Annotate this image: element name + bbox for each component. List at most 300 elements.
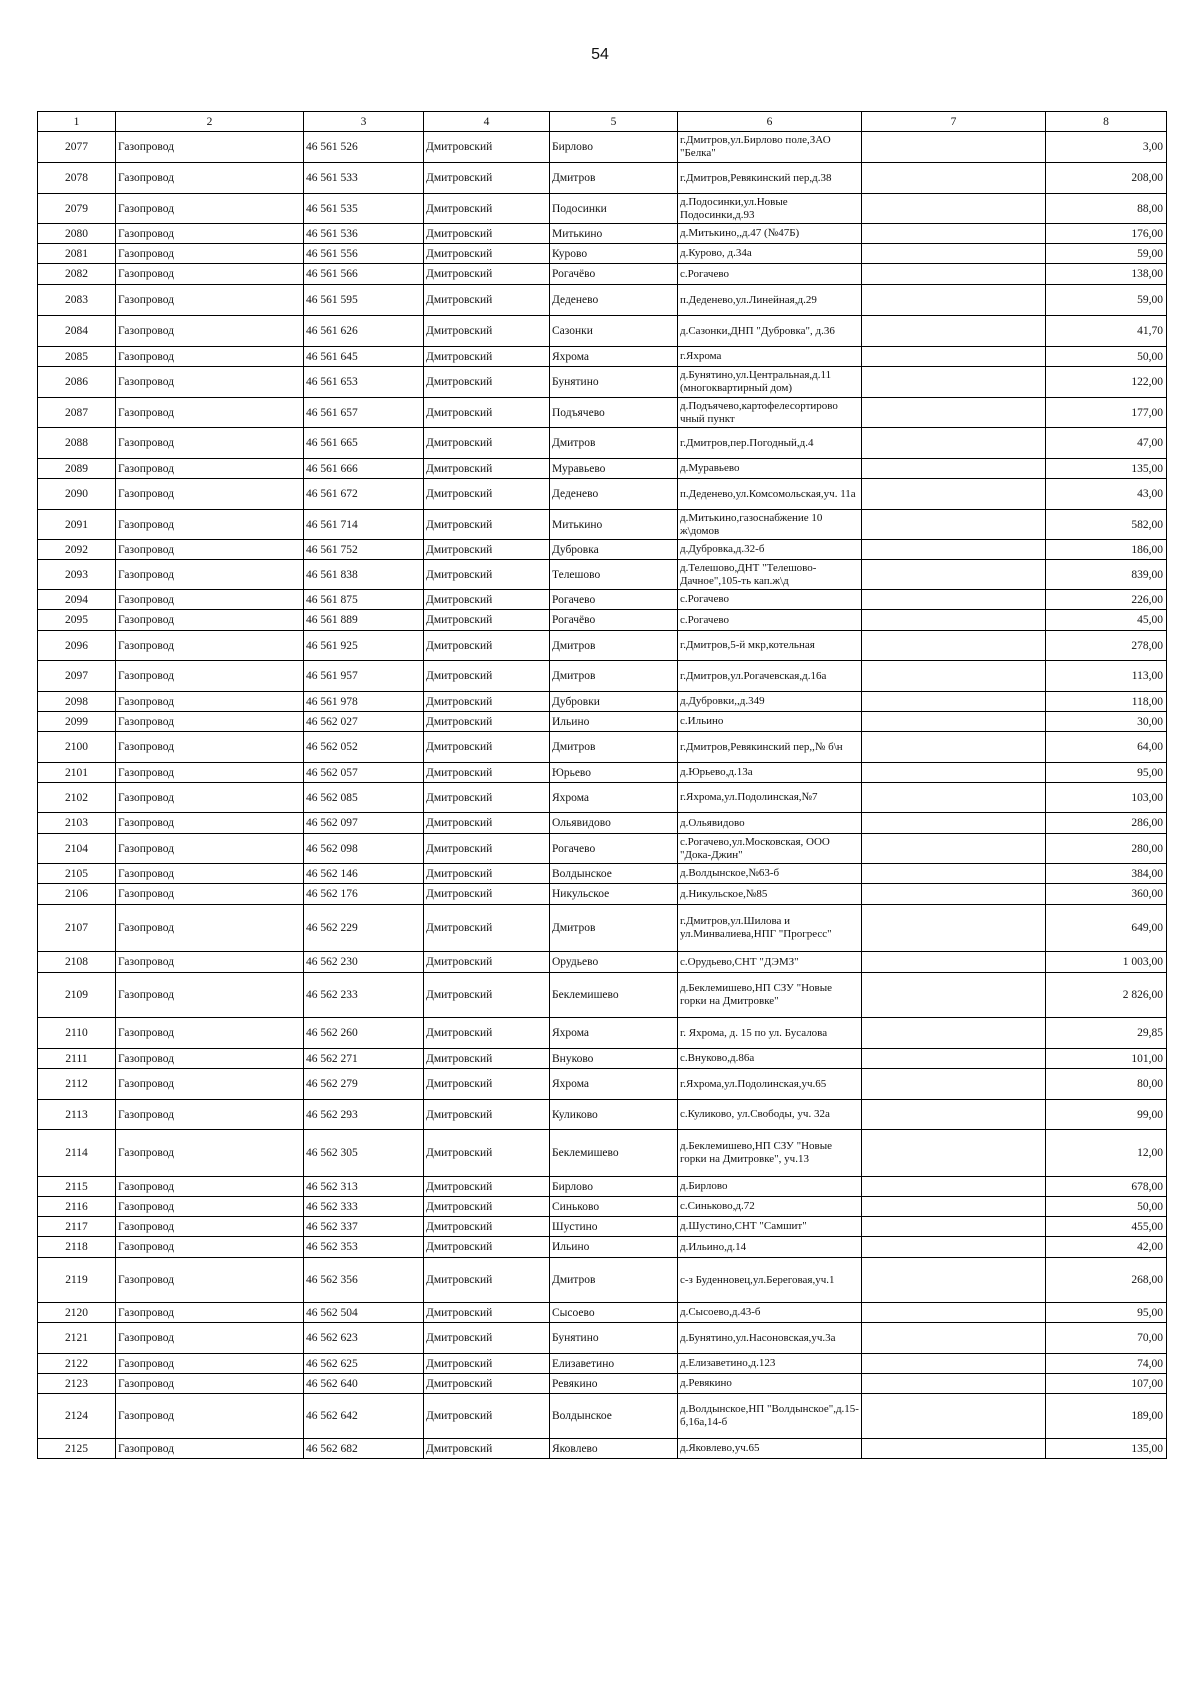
object-type-cell: Газопровод	[116, 864, 304, 884]
row-number-cell: 2098	[38, 692, 116, 712]
value-cell: 42,00	[1046, 1237, 1167, 1258]
code-cell: 46 561 566	[304, 264, 424, 285]
table-row	[38, 560, 1167, 590]
address-cell: г.Дмитров,ул.Шилова и ул.Минвалиева,НПГ "Прогресс"	[678, 905, 862, 952]
table-row	[38, 1303, 1167, 1323]
code-cell: 46 562 333	[304, 1197, 424, 1217]
value-cell: 41,70	[1046, 316, 1167, 347]
page-number: 54	[591, 46, 609, 63]
empty-cell	[862, 813, 1046, 834]
district-cell: Дмитровский	[424, 692, 550, 712]
row-number-cell: 2096	[38, 631, 116, 661]
row-number-cell: 2085	[38, 347, 116, 367]
value-cell: 113,00	[1046, 661, 1167, 692]
table-row	[38, 813, 1167, 834]
value-cell: 101,00	[1046, 1049, 1167, 1069]
district-cell: Дмитровский	[424, 244, 550, 264]
table-row	[38, 316, 1167, 347]
object-type-cell: Газопровод	[116, 224, 304, 244]
district-cell: Дмитровский	[424, 316, 550, 347]
object-type-cell: Газопровод	[116, 1100, 304, 1130]
code-cell: 46 561 536	[304, 224, 424, 244]
address-cell: д.Подосинки,ул.Новые Подосинки,д.93	[678, 194, 862, 224]
row-number-cell: 2089	[38, 459, 116, 479]
row-number-cell: 2101	[38, 763, 116, 783]
empty-cell	[862, 1394, 1046, 1439]
row-number-cell: 2109	[38, 973, 116, 1018]
code-cell: 46 561 666	[304, 459, 424, 479]
row-number-cell: 2106	[38, 884, 116, 905]
district-cell: Дмитровский	[424, 834, 550, 864]
district-cell: Дмитровский	[424, 1049, 550, 1069]
row-number-cell: 2077	[38, 132, 116, 163]
empty-cell	[862, 1018, 1046, 1049]
value-cell: 286,00	[1046, 813, 1167, 834]
district-cell: Дмитровский	[424, 1130, 550, 1177]
value-cell: 280,00	[1046, 834, 1167, 864]
settlement-cell: Дубровка	[550, 540, 678, 560]
address-cell: д.Юрьево,д.13а	[678, 763, 862, 783]
code-cell: 46 562 625	[304, 1354, 424, 1374]
address-cell: д.Митькино,,д.47 (№47Б)	[678, 224, 862, 244]
code-cell: 46 562 146	[304, 864, 424, 884]
empty-cell	[862, 1439, 1046, 1459]
code-cell: 46 562 305	[304, 1130, 424, 1177]
row-number-cell: 2094	[38, 590, 116, 610]
settlement-cell: Ольявидово	[550, 813, 678, 834]
object-type-cell: Газопровод	[116, 1049, 304, 1069]
table-row	[38, 428, 1167, 459]
settlement-cell: Бунятино	[550, 367, 678, 398]
value-cell: 455,00	[1046, 1217, 1167, 1237]
code-cell: 46 562 271	[304, 1049, 424, 1069]
table-row	[38, 783, 1167, 813]
row-number-cell: 2090	[38, 479, 116, 510]
address-cell: г.Яхрома,ул.Подолинская,уч.65	[678, 1069, 862, 1100]
empty-cell	[862, 1374, 1046, 1394]
object-type-cell: Газопровод	[116, 1323, 304, 1354]
table-row	[38, 1237, 1167, 1258]
code-cell: 46 561 645	[304, 347, 424, 367]
table-row	[38, 884, 1167, 905]
empty-cell	[862, 1217, 1046, 1237]
column-header: 8	[1046, 112, 1167, 132]
district-cell: Дмитровский	[424, 194, 550, 224]
district-cell: Дмитровский	[424, 132, 550, 163]
settlement-cell: Шустино	[550, 1217, 678, 1237]
settlement-cell: Внуково	[550, 1049, 678, 1069]
district-cell: Дмитровский	[424, 1354, 550, 1374]
code-cell: 46 562 098	[304, 834, 424, 864]
object-type-cell: Газопровод	[116, 459, 304, 479]
district-cell: Дмитровский	[424, 1177, 550, 1197]
empty-cell	[862, 194, 1046, 224]
row-number-cell: 2108	[38, 952, 116, 973]
value-cell: 649,00	[1046, 905, 1167, 952]
value-cell: 138,00	[1046, 264, 1167, 285]
empty-cell	[862, 244, 1046, 264]
row-number-cell: 2125	[38, 1439, 116, 1459]
row-number-cell: 2095	[38, 610, 116, 631]
value-cell: 12,00	[1046, 1130, 1167, 1177]
settlement-cell: Яхрома	[550, 1069, 678, 1100]
district-cell: Дмитровский	[424, 285, 550, 316]
row-number-cell: 2110	[38, 1018, 116, 1049]
row-number-cell: 2080	[38, 224, 116, 244]
registry-table	[37, 111, 1167, 1459]
empty-cell	[862, 459, 1046, 479]
district-cell: Дмитровский	[424, 264, 550, 285]
code-cell: 46 561 556	[304, 244, 424, 264]
object-type-cell: Газопровод	[116, 1374, 304, 1394]
address-cell: с.Рогачево	[678, 264, 862, 285]
district-cell: Дмитровский	[424, 1303, 550, 1323]
table-row	[38, 1217, 1167, 1237]
value-cell: 99,00	[1046, 1100, 1167, 1130]
object-type-cell: Газопровод	[116, 428, 304, 459]
value-cell: 839,00	[1046, 560, 1167, 590]
object-type-cell: Газопровод	[116, 1354, 304, 1374]
empty-cell	[862, 285, 1046, 316]
code-cell: 46 562 097	[304, 813, 424, 834]
column-header: 6	[678, 112, 862, 132]
address-cell: д.Митькино,газоснабжение 10 ж\домов	[678, 510, 862, 540]
settlement-cell: Ильино	[550, 712, 678, 732]
district-cell: Дмитровский	[424, 884, 550, 905]
code-cell: 46 561 889	[304, 610, 424, 631]
code-cell: 46 562 230	[304, 952, 424, 973]
object-type-cell: Газопровод	[116, 763, 304, 783]
address-cell: д.Волдынское,№63-б	[678, 864, 862, 884]
table-row	[38, 712, 1167, 732]
address-cell: д.Ревякино	[678, 1374, 862, 1394]
district-cell: Дмитровский	[424, 1439, 550, 1459]
district-cell: Дмитровский	[424, 1374, 550, 1394]
empty-cell	[862, 905, 1046, 952]
value-cell: 384,00	[1046, 864, 1167, 884]
district-cell: Дмитровский	[424, 1323, 550, 1354]
row-number-cell: 2105	[38, 864, 116, 884]
code-cell: 46 562 233	[304, 973, 424, 1018]
empty-cell	[862, 1177, 1046, 1197]
settlement-cell: Бирлово	[550, 1177, 678, 1197]
table-row	[38, 367, 1167, 398]
settlement-cell: Дмитров	[550, 732, 678, 763]
district-cell: Дмитровский	[424, 347, 550, 367]
empty-cell	[862, 1197, 1046, 1217]
header-row	[38, 112, 1167, 132]
address-cell: д.Беклемишево,НП СЗУ "Новые горки на Дмитровке"	[678, 973, 862, 1018]
code-cell: 46 562 504	[304, 1303, 424, 1323]
address-cell: г.Дмитров,Ревякинский пер,д.38	[678, 163, 862, 194]
address-cell: д.Бунятино,ул.Центральная,д.11 (многоквартирный дом)	[678, 367, 862, 398]
empty-cell	[862, 590, 1046, 610]
district-cell: Дмитровский	[424, 952, 550, 973]
settlement-cell: Деденево	[550, 479, 678, 510]
code-cell: 46 561 653	[304, 367, 424, 398]
column-header: 5	[550, 112, 678, 132]
object-type-cell: Газопровод	[116, 1130, 304, 1177]
empty-cell	[862, 264, 1046, 285]
value-cell: 95,00	[1046, 763, 1167, 783]
address-cell: с.Куликово, ул.Свободы, уч. 32а	[678, 1100, 862, 1130]
value-cell: 278,00	[1046, 631, 1167, 661]
value-cell: 135,00	[1046, 1439, 1167, 1459]
table-row	[38, 1100, 1167, 1130]
row-number-cell: 2121	[38, 1323, 116, 1354]
address-cell: с-з Буденновец,ул.Береговая,уч.1	[678, 1258, 862, 1303]
object-type-cell: Газопровод	[116, 732, 304, 763]
value-cell: 177,00	[1046, 398, 1167, 428]
code-cell: 46 561 595	[304, 285, 424, 316]
district-cell: Дмитровский	[424, 1069, 550, 1100]
table-row	[38, 1197, 1167, 1217]
object-type-cell: Газопровод	[116, 1069, 304, 1100]
code-cell: 46 561 752	[304, 540, 424, 560]
row-number-cell: 2093	[38, 560, 116, 590]
table-row	[38, 590, 1167, 610]
code-cell: 46 562 293	[304, 1100, 424, 1130]
code-cell: 46 561 714	[304, 510, 424, 540]
district-cell: Дмитровский	[424, 905, 550, 952]
settlement-cell: Сазонки	[550, 316, 678, 347]
code-cell: 46 561 838	[304, 560, 424, 590]
address-cell: д.Беклемишево,НП СЗУ "Новые горки на Дмитровке", уч.13	[678, 1130, 862, 1177]
row-number-cell: 2091	[38, 510, 116, 540]
code-cell: 46 561 626	[304, 316, 424, 347]
district-cell: Дмитровский	[424, 763, 550, 783]
row-number-cell: 2113	[38, 1100, 116, 1130]
value-cell: 176,00	[1046, 224, 1167, 244]
object-type-cell: Газопровод	[116, 1197, 304, 1217]
district-cell: Дмитровский	[424, 661, 550, 692]
object-type-cell: Газопровод	[116, 347, 304, 367]
row-number-cell: 2100	[38, 732, 116, 763]
row-number-cell: 2115	[38, 1177, 116, 1197]
object-type-cell: Газопровод	[116, 631, 304, 661]
value-cell: 59,00	[1046, 285, 1167, 316]
object-type-cell: Газопровод	[116, 692, 304, 712]
address-cell: д.Муравьево	[678, 459, 862, 479]
district-cell: Дмитровский	[424, 1197, 550, 1217]
empty-cell	[862, 1258, 1046, 1303]
address-cell: г.Яхрома,ул.Подолинская,№7	[678, 783, 862, 813]
settlement-cell: Сысоево	[550, 1303, 678, 1323]
row-number-cell: 2103	[38, 813, 116, 834]
address-cell: д.Бирлово	[678, 1177, 862, 1197]
table-row	[38, 952, 1167, 973]
code-cell: 46 562 642	[304, 1394, 424, 1439]
object-type-cell: Газопровод	[116, 813, 304, 834]
table-row	[38, 224, 1167, 244]
code-cell: 46 562 353	[304, 1237, 424, 1258]
empty-cell	[862, 864, 1046, 884]
object-type-cell: Газопровод	[116, 610, 304, 631]
object-type-cell: Газопровод	[116, 367, 304, 398]
empty-cell	[862, 224, 1046, 244]
value-cell: 29,85	[1046, 1018, 1167, 1049]
district-cell: Дмитровский	[424, 163, 550, 194]
district-cell: Дмитровский	[424, 224, 550, 244]
value-cell: 186,00	[1046, 540, 1167, 560]
district-cell: Дмитровский	[424, 732, 550, 763]
value-cell: 43,00	[1046, 479, 1167, 510]
table-row	[38, 244, 1167, 264]
table-row	[38, 864, 1167, 884]
settlement-cell: Яхрома	[550, 347, 678, 367]
table-row	[38, 973, 1167, 1018]
table-row	[38, 459, 1167, 479]
settlement-cell: Волдынское	[550, 864, 678, 884]
row-number-cell: 2114	[38, 1130, 116, 1177]
object-type-cell: Газопровод	[116, 285, 304, 316]
table-row	[38, 610, 1167, 631]
code-cell: 46 562 052	[304, 732, 424, 763]
row-number-cell: 2119	[38, 1258, 116, 1303]
value-cell: 107,00	[1046, 1374, 1167, 1394]
settlement-cell: Деденево	[550, 285, 678, 316]
address-cell: д.Волдынское,НП "Волдынское",д.15-б,16а,14-б	[678, 1394, 862, 1439]
table-row	[38, 347, 1167, 367]
table-row	[38, 1018, 1167, 1049]
address-cell: д.Ольявидово	[678, 813, 862, 834]
column-header: 2	[116, 112, 304, 132]
empty-cell	[862, 1069, 1046, 1100]
object-type-cell: Газопровод	[116, 1177, 304, 1197]
value-cell: 30,00	[1046, 712, 1167, 732]
code-cell: 46 562 279	[304, 1069, 424, 1100]
empty-cell	[862, 884, 1046, 905]
address-cell: г.Дмитров,ул.Бирлово поле,ЗАО "Белка"	[678, 132, 862, 163]
settlement-cell: Куликово	[550, 1100, 678, 1130]
table-row	[38, 163, 1167, 194]
address-cell: с.Орудьево,СНТ "ДЭМЗ"	[678, 952, 862, 973]
address-cell: г. Яхрома, д. 15 по ул. Бусалова	[678, 1018, 862, 1049]
empty-cell	[862, 610, 1046, 631]
district-cell: Дмитровский	[424, 398, 550, 428]
district-cell: Дмитровский	[424, 367, 550, 398]
object-type-cell: Газопровод	[116, 1217, 304, 1237]
empty-cell	[862, 479, 1046, 510]
code-cell: 46 561 665	[304, 428, 424, 459]
table-row	[38, 1177, 1167, 1197]
row-number-cell: 2124	[38, 1394, 116, 1439]
empty-cell	[862, 428, 1046, 459]
district-cell: Дмитровский	[424, 560, 550, 590]
table-row	[38, 1374, 1167, 1394]
settlement-cell: Дмитров	[550, 661, 678, 692]
row-number-cell: 2107	[38, 905, 116, 952]
code-cell: 46 562 176	[304, 884, 424, 905]
empty-cell	[862, 952, 1046, 973]
row-number-cell: 2088	[38, 428, 116, 459]
settlement-cell: Орудьево	[550, 952, 678, 973]
table-row	[38, 1394, 1167, 1439]
table-row	[38, 834, 1167, 864]
settlement-cell: Ревякино	[550, 1374, 678, 1394]
value-cell: 678,00	[1046, 1177, 1167, 1197]
value-cell: 59,00	[1046, 244, 1167, 264]
value-cell: 74,00	[1046, 1354, 1167, 1374]
table-row	[38, 132, 1167, 163]
value-cell: 582,00	[1046, 510, 1167, 540]
object-type-cell: Газопровод	[116, 244, 304, 264]
address-cell: с.Ильино	[678, 712, 862, 732]
object-type-cell: Газопровод	[116, 952, 304, 973]
value-cell: 118,00	[1046, 692, 1167, 712]
district-cell: Дмитровский	[424, 510, 550, 540]
address-cell: д.Сысоево,д.43-б	[678, 1303, 862, 1323]
table-row	[38, 1258, 1167, 1303]
row-number-cell: 2123	[38, 1374, 116, 1394]
district-cell: Дмитровский	[424, 1100, 550, 1130]
settlement-cell: Юрьево	[550, 763, 678, 783]
row-number-cell: 2092	[38, 540, 116, 560]
settlement-cell: Дмитров	[550, 631, 678, 661]
settlement-cell: Бирлово	[550, 132, 678, 163]
address-cell: д.Курово, д.34а	[678, 244, 862, 264]
table-row	[38, 540, 1167, 560]
object-type-cell: Газопровод	[116, 1018, 304, 1049]
value-cell: 45,00	[1046, 610, 1167, 631]
address-cell: г.Дмитров,пер.Погодный,д.4	[678, 428, 862, 459]
value-cell: 80,00	[1046, 1069, 1167, 1100]
code-cell: 46 562 356	[304, 1258, 424, 1303]
settlement-cell: Телешово	[550, 560, 678, 590]
district-cell: Дмитровский	[424, 1217, 550, 1237]
value-cell: 1 003,00	[1046, 952, 1167, 973]
address-cell: д.Бунятино,ул.Насоновская,уч.3а	[678, 1323, 862, 1354]
table-row	[38, 732, 1167, 763]
code-cell: 46 562 027	[304, 712, 424, 732]
row-number-cell: 2118	[38, 1237, 116, 1258]
district-cell: Дмитровский	[424, 1237, 550, 1258]
address-cell: с.Рогачево	[678, 590, 862, 610]
address-cell: д.Дубровки,,д.349	[678, 692, 862, 712]
object-type-cell: Газопровод	[116, 264, 304, 285]
value-cell: 208,00	[1046, 163, 1167, 194]
address-cell: д.Подъячево,картофелесортирово чный пункт	[678, 398, 862, 428]
value-cell: 47,00	[1046, 428, 1167, 459]
empty-cell	[862, 1303, 1046, 1323]
row-number-cell: 2081	[38, 244, 116, 264]
column-header: 7	[862, 112, 1046, 132]
row-number-cell: 2084	[38, 316, 116, 347]
value-cell: 360,00	[1046, 884, 1167, 905]
code-cell: 46 561 957	[304, 661, 424, 692]
value-cell: 135,00	[1046, 459, 1167, 479]
object-type-cell: Газопровод	[116, 783, 304, 813]
settlement-cell: Рогачево	[550, 834, 678, 864]
settlement-cell: Рогачево	[550, 590, 678, 610]
empty-cell	[862, 367, 1046, 398]
row-number-cell: 2117	[38, 1217, 116, 1237]
address-cell: с.Внуково,д.86а	[678, 1049, 862, 1069]
object-type-cell: Газопровод	[116, 510, 304, 540]
district-cell: Дмитровский	[424, 1258, 550, 1303]
address-cell: д.Елизаветино,д.123	[678, 1354, 862, 1374]
empty-cell	[862, 661, 1046, 692]
code-cell: 46 562 085	[304, 783, 424, 813]
value-cell: 189,00	[1046, 1394, 1167, 1439]
settlement-cell: Дмитров	[550, 1258, 678, 1303]
value-cell: 50,00	[1046, 1197, 1167, 1217]
settlement-cell: Рогачёво	[550, 264, 678, 285]
code-cell: 46 562 640	[304, 1374, 424, 1394]
row-number-cell: 2112	[38, 1069, 116, 1100]
district-cell: Дмитровский	[424, 610, 550, 631]
settlement-cell: Дмитров	[550, 905, 678, 952]
